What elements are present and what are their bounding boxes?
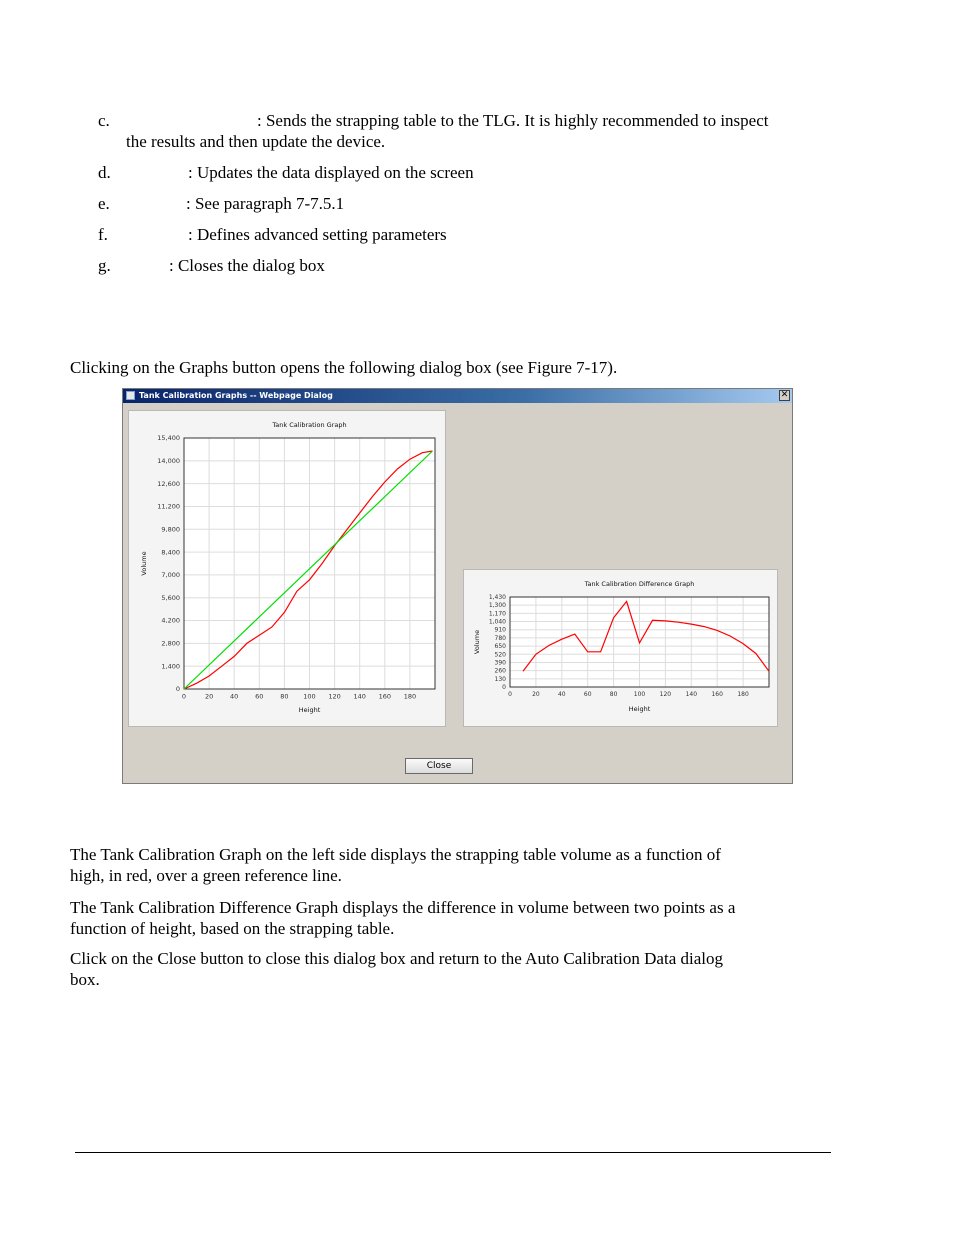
close-button[interactable]: Close (405, 758, 473, 774)
list-item-text: : Defines advanced setting parameters (188, 225, 447, 244)
x-tick-label: 160 (711, 691, 723, 698)
list-item-text: : Sends the strapping table to the TLG. It is highly recommended to inspect (257, 111, 769, 130)
tank-calibration-graph (129, 411, 447, 728)
x-tick-label: 180 (737, 691, 749, 698)
y-tick-label: 5,600 (161, 593, 180, 602)
x-tick-label: 120 (328, 692, 341, 701)
y-tick-label: 1,400 (161, 662, 180, 671)
x-tick-label: 60 (583, 691, 592, 698)
chart-title: Tank Calibration Difference Graph (584, 580, 695, 588)
y-tick-label: 11,200 (157, 502, 180, 511)
y-tick-label: 7,000 (161, 571, 180, 580)
y-tick-label: 12,600 (157, 479, 180, 488)
x-tick-label: 20 (204, 692, 214, 701)
list-item-text: : Closes the dialog box (169, 256, 325, 275)
graphs-dialog (122, 388, 793, 784)
list-marker: c. (98, 111, 110, 130)
tank-calibration-difference-graph (464, 570, 779, 728)
x-tick-label: 140 (353, 692, 366, 701)
x-tick-label: 0 (508, 691, 512, 698)
x-tick-label: 40 (557, 691, 566, 698)
y-tick-label: 650 (494, 643, 506, 651)
paragraph-line: function of height, based on the strapping table. (70, 919, 395, 938)
x-tick-label: 40 (230, 692, 239, 701)
paragraph-line: The Tank Calibration Graph on the left side displays the strapping table volume as a function of (70, 845, 721, 864)
x-tick-label: 60 (255, 692, 264, 701)
y-tick-label: 15,400 (157, 434, 180, 443)
y-tick-label: 130 (494, 675, 506, 683)
list-marker: g. (98, 256, 111, 275)
x-tick-label: 120 (659, 691, 672, 698)
y-tick-label: 1,040 (488, 618, 506, 626)
page-icon (126, 391, 135, 400)
paragraph-line: The Tank Calibration Difference Graph displays the difference in volume between two points as a (70, 898, 736, 917)
x-axis-label: Height (628, 705, 651, 713)
x-tick-label: 100 (633, 691, 646, 698)
y-tick-label: 8,400 (161, 548, 180, 557)
y-tick-label: 2,800 (161, 639, 180, 648)
x-axis-label: Height (298, 706, 321, 714)
difference-graph-panel (463, 569, 778, 727)
paragraph-line: box. (70, 970, 100, 989)
y-tick-label: 390 (494, 659, 506, 667)
list-item-text: : See paragraph 7-7.5.1 (186, 194, 345, 213)
y-tick-label: 260 (494, 667, 506, 675)
y-tick-label: 780 (494, 634, 506, 642)
paragraph-line: Click on the Close button to close this dialog box and return to the Auto Calibration Data dialog (70, 949, 723, 968)
y-tick-label: 14,000 (157, 456, 180, 465)
y-tick-label: 1,430 (488, 594, 506, 601)
x-tick-label: 160 (378, 692, 392, 701)
list-marker: d. (98, 163, 111, 182)
footer-rule (75, 1152, 831, 1153)
intro-paragraph: Clicking on the Graphs button opens the following dialog box (see Figure 7-17). (70, 358, 618, 377)
x-tick-label: 80 (609, 691, 618, 698)
x-tick-label: 80 (280, 692, 289, 701)
list-marker: e. (98, 194, 110, 213)
list-item-text: : Updates the data displayed on the screen (188, 163, 474, 182)
y-tick-label: 4,200 (161, 616, 180, 625)
y-axis-label: Volume (473, 629, 481, 655)
y-tick-label: 1,170 (488, 610, 506, 618)
y-tick-label: 9,800 (161, 525, 180, 534)
list-marker: f. (98, 225, 108, 244)
y-tick-label: 520 (494, 651, 506, 659)
y-tick-label: 1,300 (488, 602, 506, 610)
y-tick-label: 910 (494, 626, 506, 634)
calibration-graph-panel (128, 410, 446, 727)
dialog-title: Tank Calibration Graphs -- Webpage Dialog (139, 391, 333, 400)
list-item-text: the results and then update the device. (126, 132, 386, 151)
y-tick-label: 0 (502, 684, 506, 691)
x-tick-label: 180 (403, 692, 417, 701)
close-icon[interactable]: ✕ (780, 390, 789, 400)
paragraph-line: high, in red, over a green reference line. (70, 866, 342, 885)
dialog-titlebar (123, 389, 792, 403)
y-tick-label: 0 (175, 685, 180, 694)
chart-title: Tank Calibration Graph (272, 421, 347, 429)
x-tick-label: 0 (181, 692, 187, 701)
y-axis-label: Volume (140, 551, 148, 576)
x-tick-label: 20 (532, 691, 540, 698)
x-tick-label: 140 (685, 691, 698, 698)
x-tick-label: 100 (303, 692, 316, 701)
